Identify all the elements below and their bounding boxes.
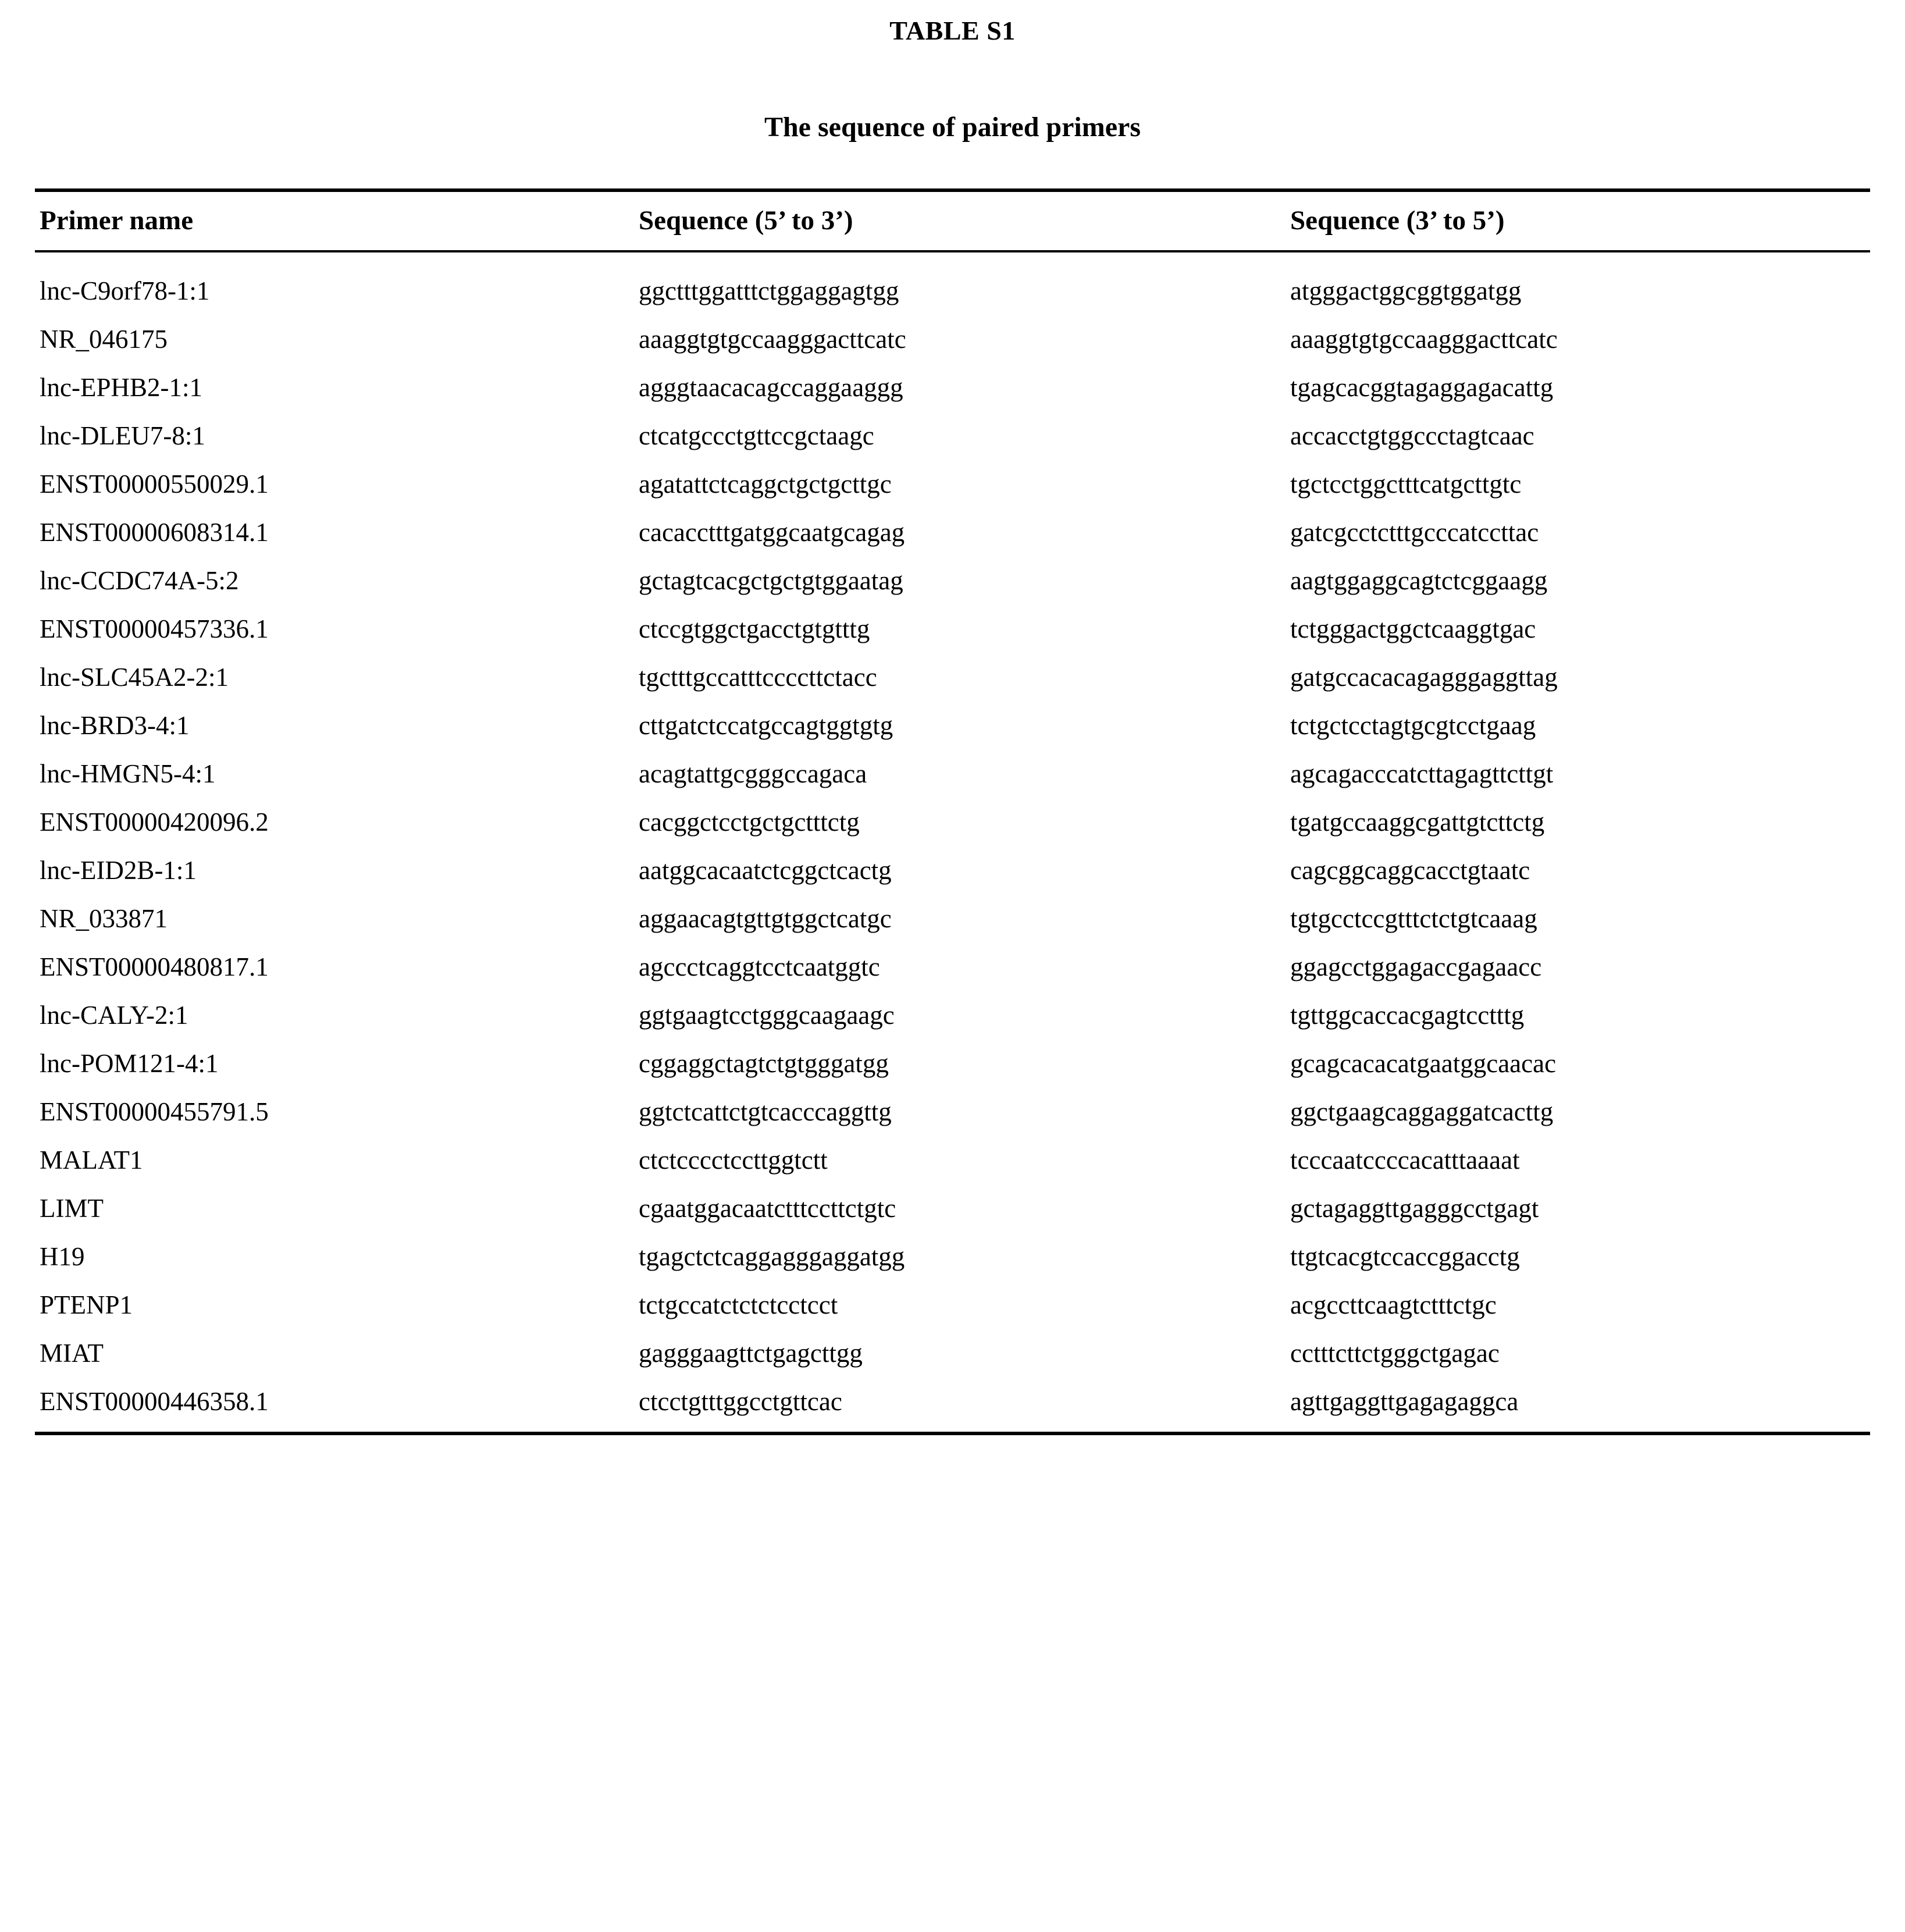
cell-sequence-forward: ctcatgccctgttccgctaagc <box>639 421 874 450</box>
primer-table <box>35 188 1870 1435</box>
table-row <box>35 557 1870 605</box>
cell-sequence-reverse: gcagcacacatgaatggcaacac <box>1290 1049 1557 1078</box>
cell-primer-name: ENST00000550029.1 <box>40 469 269 499</box>
cell-sequence-forward: ggtctcattctgtcacccaggttg <box>639 1097 892 1126</box>
table-row <box>35 1233 1870 1281</box>
cell-sequence-forward: cggaggctagtctgtgggatgg <box>639 1049 889 1078</box>
cell-sequence-reverse: aagtggaggcagtctcggaagg <box>1290 566 1548 595</box>
cell-sequence-forward: acagtattgcgggccagaca <box>639 759 867 788</box>
cell-sequence-forward: cttgatctccatgccagtggtgtg <box>639 711 893 740</box>
cell-primer-name: MIAT <box>40 1339 104 1368</box>
table-row <box>35 1378 1870 1434</box>
table-row <box>35 1184 1870 1233</box>
cell-sequence-reverse: ttgtcacgtccaccggacctg <box>1290 1242 1520 1271</box>
cell-primer-name: lnc-SLC45A2-2:1 <box>40 663 229 692</box>
cell-sequence-reverse: acgccttcaagtctttctgc <box>1290 1290 1497 1319</box>
cell-sequence-reverse: gctagaggttgagggcctgagt <box>1290 1194 1539 1223</box>
cell-primer-name: NR_033871 <box>40 904 168 933</box>
cell-primer-name: lnc-BRD3-4:1 <box>40 711 190 740</box>
cell-sequence-reverse: tgatgccaaggcgattgtcttctg <box>1290 807 1545 837</box>
table-row <box>35 653 1870 702</box>
cell-primer-name: ENST00000420096.2 <box>40 807 269 837</box>
cell-primer-name: lnc-DLEU7-8:1 <box>40 421 205 450</box>
column-header-sequence-forward: Sequence (5’ to 3’) <box>639 205 853 236</box>
cell-sequence-reverse: tgagcacggtagaggagacattg <box>1290 373 1554 402</box>
table-row <box>35 315 1870 364</box>
table-row <box>35 846 1870 895</box>
cell-sequence-forward: tgctttgccatttccccttctacc <box>639 663 877 692</box>
table-row <box>35 798 1870 846</box>
table-row <box>35 991 1870 1040</box>
table-row <box>35 251 1870 315</box>
cell-sequence-forward: aggaacagtgttgtggctcatgc <box>639 904 892 933</box>
cell-sequence-reverse: aaaggtgtgccaagggacttcatc <box>1290 325 1558 354</box>
table-row <box>35 364 1870 412</box>
cell-sequence-reverse: gatcgcctctttgcccatccttac <box>1290 518 1539 547</box>
cell-sequence-reverse: gatgccacacagagggaggttag <box>1290 663 1558 692</box>
cell-primer-name: lnc-HMGN5-4:1 <box>40 759 216 788</box>
table-row <box>35 412 1870 460</box>
cell-sequence-forward: ggctttggatttctggaggagtgg <box>639 276 899 305</box>
cell-sequence-forward: agccctcaggtcctcaatggtc <box>639 952 880 981</box>
cell-sequence-reverse: tctgctcctagtgcgtcctgaag <box>1290 711 1536 740</box>
cell-sequence-forward: ctccgtggctgacctgtgtttg <box>639 614 870 643</box>
cell-primer-name: ENST00000480817.1 <box>40 952 269 981</box>
table-row <box>35 460 1870 508</box>
cell-sequence-reverse: tgctcctggctttcatgcttgtc <box>1290 469 1522 499</box>
cell-primer-name: ENST00000455791.5 <box>40 1097 269 1126</box>
cell-sequence-forward: gctagtcacgctgctgtggaatag <box>639 566 903 595</box>
table-row <box>35 1088 1870 1136</box>
cell-primer-name: lnc-EID2B-1:1 <box>40 856 197 885</box>
column-header-primer-name: Primer name <box>40 205 194 236</box>
cell-sequence-forward: agggtaacacagccaggaaggg <box>639 373 903 402</box>
cell-primer-name: PTENP1 <box>40 1290 133 1319</box>
cell-sequence-forward: tctgccatctctctcctcct <box>639 1290 838 1319</box>
cell-sequence-forward: tgagctctcaggagggaggatgg <box>639 1242 905 1271</box>
cell-sequence-reverse: agttgaggttgagagaggca <box>1290 1387 1519 1416</box>
cell-sequence-forward: cacggctcctgctgctttctg <box>639 807 860 837</box>
cell-sequence-reverse: cctttcttctgggctgagac <box>1290 1339 1500 1368</box>
cell-primer-name: LIMT <box>40 1194 104 1223</box>
table-row <box>35 605 1870 653</box>
cell-primer-name: lnc-CCDC74A-5:2 <box>40 566 239 595</box>
cell-sequence-reverse: ggagcctggagaccgagaacc <box>1290 952 1542 981</box>
table-body <box>35 251 1870 1433</box>
cell-primer-name: NR_046175 <box>40 325 168 354</box>
cell-sequence-reverse: tctgggactggctcaaggtgac <box>1290 614 1536 643</box>
table-row <box>35 508 1870 557</box>
cell-sequence-reverse: tgtgcctccgtttctctgtcaaag <box>1290 904 1537 933</box>
cell-sequence-forward: aatggcacaatctcggctcactg <box>639 856 892 885</box>
cell-primer-name: lnc-EPHB2-1:1 <box>40 373 202 402</box>
cell-sequence-forward: cacacctttgatggcaatgcagag <box>639 518 905 547</box>
cell-primer-name: H19 <box>40 1242 85 1271</box>
table-label: TABLE S1 <box>889 16 1016 45</box>
cell-primer-name: MALAT1 <box>40 1145 143 1175</box>
cell-sequence-forward: aaaggtgtgccaagggacttcatc <box>639 325 906 354</box>
table-row <box>35 1329 1870 1378</box>
cell-primer-name: lnc-POM121-4:1 <box>40 1049 219 1078</box>
table-row <box>35 1040 1870 1088</box>
cell-sequence-forward: ctcctgtttggcctgttcac <box>639 1387 842 1416</box>
cell-sequence-reverse: cagcggcaggcacctgtaatc <box>1290 856 1530 885</box>
table-row <box>35 895 1870 943</box>
cell-sequence-forward: agatattctcaggctgctgcttgc <box>639 469 892 499</box>
table-header-row <box>35 190 1870 251</box>
table-row <box>35 943 1870 991</box>
table-row <box>35 702 1870 750</box>
cell-sequence-forward: ggtgaagtcctgggcaagaagc <box>639 1001 895 1030</box>
column-header-sequence-reverse: Sequence (3’ to 5’) <box>1290 205 1505 236</box>
cell-sequence-forward: gagggaagttctgagcttgg <box>639 1339 863 1368</box>
table-caption: The sequence of paired primers <box>764 112 1141 143</box>
cell-sequence-reverse: accacctgtggccctagtcaac <box>1290 421 1534 450</box>
cell-primer-name: lnc-CALY-2:1 <box>40 1001 188 1030</box>
cell-sequence-forward: ctctcccctccttggtctt <box>639 1145 828 1175</box>
cell-sequence-reverse: tgttggcaccacgagtcctttg <box>1290 1001 1525 1030</box>
cell-sequence-reverse: ggctgaagcaggaggatcacttg <box>1290 1097 1554 1126</box>
table-row <box>35 1281 1870 1329</box>
cell-sequence-reverse: agcagacccatcttagagttcttgt <box>1290 759 1554 788</box>
cell-primer-name: ENST00000608314.1 <box>40 518 269 547</box>
table-row <box>35 1136 1870 1184</box>
table-row <box>35 750 1870 798</box>
cell-primer-name: lnc-C9orf78-1:1 <box>40 276 210 305</box>
cell-sequence-reverse: atgggactggcggtggatgg <box>1290 276 1522 305</box>
table-header <box>35 190 1870 251</box>
cell-primer-name: ENST00000457336.1 <box>40 614 269 643</box>
cell-primer-name: ENST00000446358.1 <box>40 1387 269 1416</box>
cell-sequence-reverse: tcccaatccccacatttaaaat <box>1290 1145 1520 1175</box>
cell-sequence-forward: cgaatggacaatctttccttctgtc <box>639 1194 896 1223</box>
